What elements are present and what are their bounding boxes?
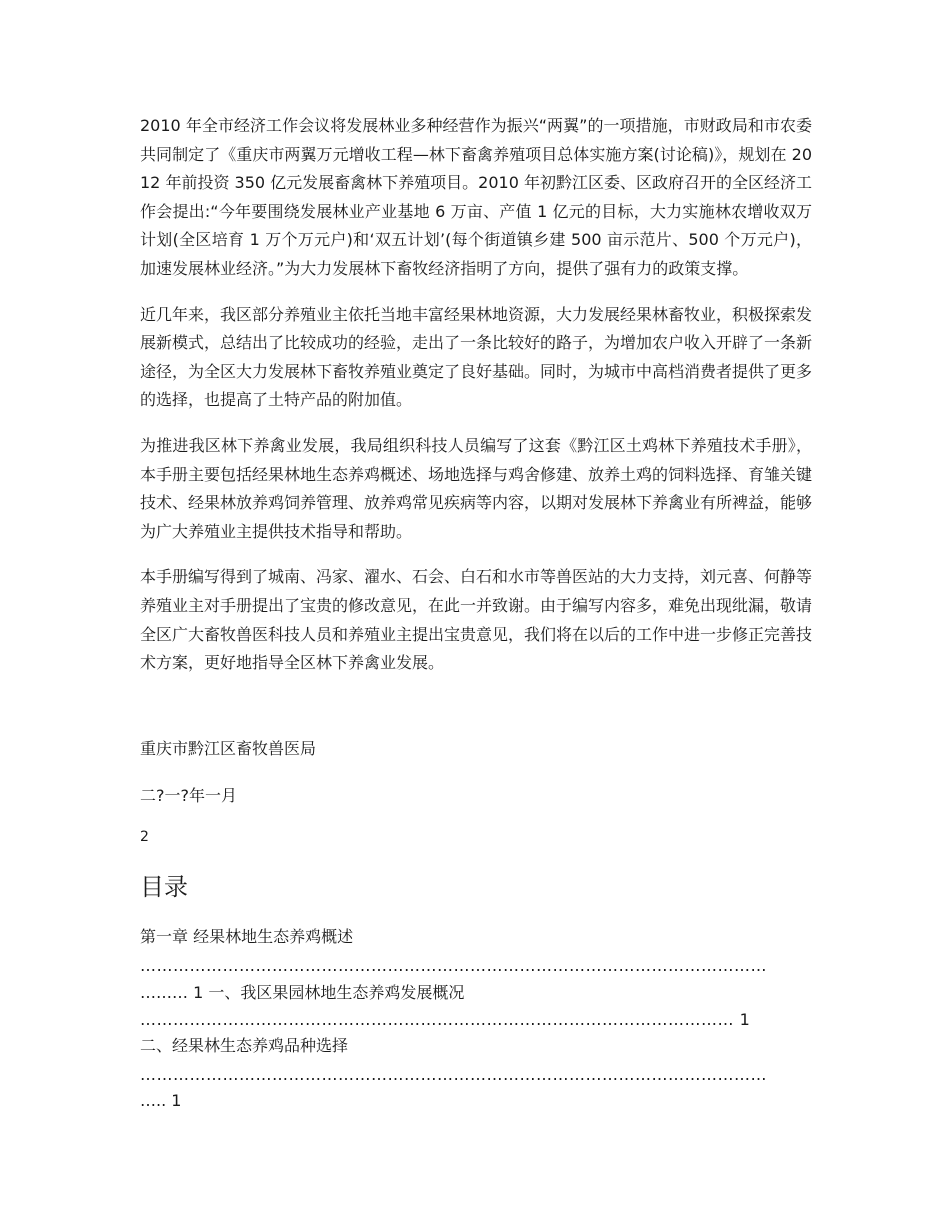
toc-entry-section-2[interactable]: 二、经果林生态养鸡品种选择	[140, 1036, 349, 1055]
signature-org: 重庆市黔江区畜牧兽医局	[140, 739, 317, 758]
toc-entry-section-1[interactable]: ……… 1 一、我区果园林地生态养鸡发展概况	[140, 983, 465, 1002]
toc-entry-chapter-1[interactable]: 第一章 经果林地生态养鸡概述	[140, 927, 354, 946]
paragraph-2: 近几年来，我区部分养殖业主依托当地丰富经果林地资源，大力发展经果林畜牧业，积极探索发展新模式，总结出了比较成功的经验，走出了一条比较好的路子，为增加农户收入开辟了一条新途径，为全区大力发展林下畜牧养殖业奠定了良好基础。同时，为城市中高档消费者提供了更多的选择，也提高了土特产品的附加值。	[140, 304, 813, 410]
toc-entry-page: ….. 1	[140, 1091, 182, 1110]
signature-date: 二?一?年一月	[140, 786, 237, 805]
toc-leader-dots: ……………………………………………………………………………………………………	[140, 956, 767, 975]
toc-leader-dots: ……………………………………………………………………………………………………	[140, 1065, 767, 1084]
toc-title: 目录	[140, 873, 188, 901]
paragraph-1: 2010 年全市经济工作会议将发展林业多种经营作为振兴“两翼”的一项措施，市财政局和市农委共同制定了《重庆市两翼万元增收工程—林下畜禽养殖项目总体实施方案(讨论稿)》，规划在 2012 年前投资 350 亿元发展畜禽林下养殖项目。2010 年初黔江区委、区政府召开的全区经济工作会提出:“今年要围绕发展林业产业基地 6 万亩、产值 1 亿元的目标，大力实施林农增收双万计划(全区培育 1 万个万元户)和‘双五计划’(每个街道镇乡建 500 亩示范片、500 个万元户)，加速发展林业经济。”为大力发展林下畜牧经济指明了方向，提供了强有力的政策支撑。	[140, 116, 812, 278]
toc-leader-dots: ……………………………………………………………………………………………… 1	[140, 1010, 751, 1029]
document-page	[140, 112, 812, 695]
page-number: 2	[140, 829, 149, 845]
paragraph-3: 为推进我区林下养禽业发展，我局组织科技人员编写了这套《黔江区土鸡林下养殖技术手册》，本手册主要包括经果林地生态养鸡概述、场地选择与鸡舍修建、放养土鸡的饲料选择、育雏关键技术、经果林放养鸡饲养管理、放养鸡常见疾病等内容，以期对发展林下养禽业有所裨益，能够为广大养殖业主提供技术指导和帮助。	[140, 435, 813, 541]
paragraph-4: 本手册编写得到了城南、冯家、濯水、石会、白石和水市等兽医站的大力支持，刘元喜、何静等养殖业主对手册提出了宝贵的修改意见，在此一并致谢。由于编写内容多，难免出现纰漏，敬请全区广大畜牧兽医科技人员和养殖业主提出宝贵意见，我们将在以后的工作中进一步修正完善技术方案，更好地指导全区林下养禽业发展。	[140, 567, 813, 673]
